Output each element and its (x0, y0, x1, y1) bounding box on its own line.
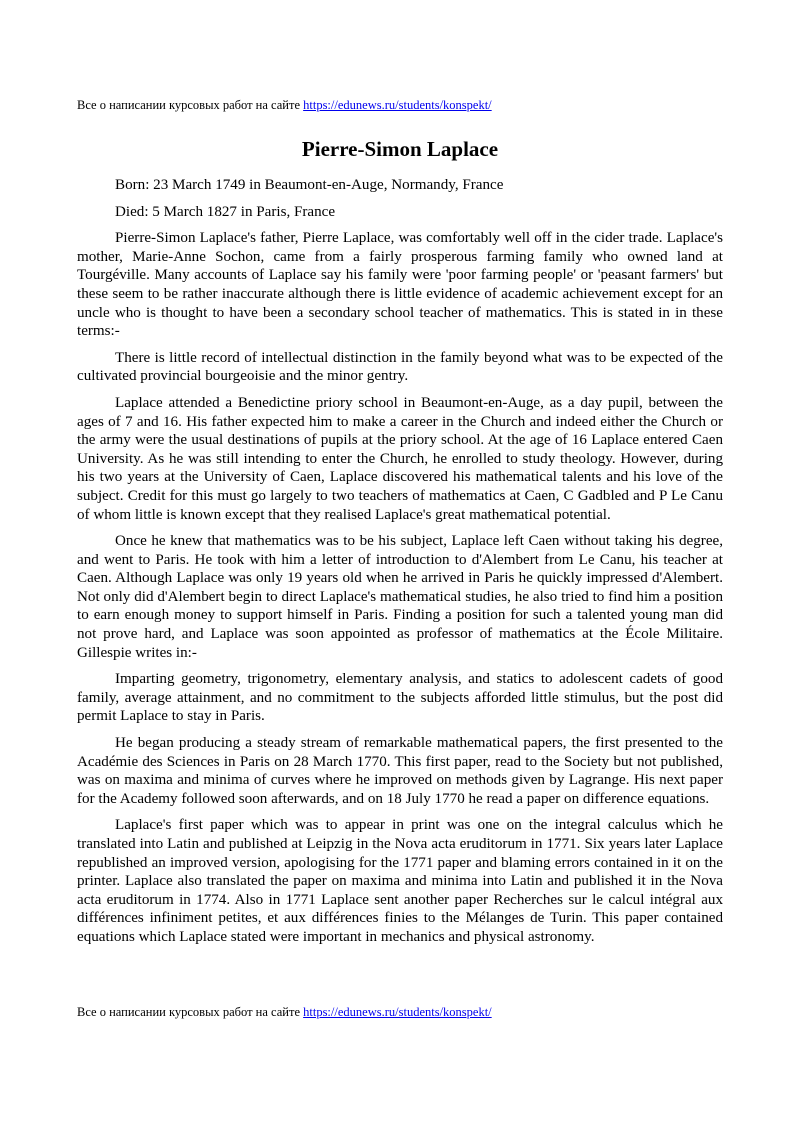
footer-prefix: Все о написании курсовых работ на сайте (77, 1005, 304, 1019)
document-title: Pierre-Simon Laplace (301, 137, 499, 161)
header-prefix: Все о написании курсовых работ на сайте (77, 98, 304, 112)
paragraph: Once he knew that mathematics was to be his subject, Laplace left Caen without taking his degree, and went to Paris. He took with him a letter of introduction to d'Alembert from Le Canu, his teacher at Caen. Although Laplace was only 19 years old when he arrived in Paris he quickly impressed d'Alembert. Not only did d'Alembert begin to direct Laplace's mathematical studies, he also tried to find him a position to earn enough money to support himself in Paris. Finding a position for such a talented young man did not prove hard, and Laplace was soon appointed as professor of mathematics at the École Militaire. Gillespie writes in:- (77, 533, 723, 661)
paragraph: Imparting geometry, trigonometry, elementary analysis, and statics to adolescent cadets of good family, average attainment, and no commitment to the subjects afforded little stimulus, but the post did permit Laplace to stay in Paris. (77, 671, 723, 725)
died-line: Died: 5 March 1827 in Paris, France (115, 203, 336, 220)
born-line: Born: 23 March 1749 in Beaumont-en-Auge, Normandy, France (115, 177, 504, 193)
paragraph: There is little record of intellectual distinction in the family beyond what was to be expected of the cultivated provincial bourgeoisie and the minor gentry. (77, 349, 723, 385)
header-link[interactable]: https://edunews.ru/students/konspekt/ (303, 98, 492, 112)
paragraph: Laplace attended a Benedictine priory school in Beaumont-en-Auge, as a day pupil, between the ages of 7 and 16. His father expected him to make a career in the Church and indeed either the Church or the army were the usual destinations of pupils at the priory school. At the age of 16 Laplace entered Caen University. As he was still intending to enter the Church, he enrolled to study theology. However, during his two years at the University of Caen, Laplace discovered his mathematical talents and his love of the subject. Credit for this must go largely to two teachers of mathematics at Caen, C Gadbled and P Le Canu of whom little is known except that they realised Laplace's great mathematical potential. (77, 394, 723, 523)
paragraph: He began producing a steady stream of remarkable mathematical papers, the first presented to the Académie des Sciences in Paris on 28 March 1770. This first paper, read to the Society but not published, was on maxima and minima of curves where he improved on methods given by Lagrange. His next paper for the Academy followed soon afterwards, and on 18 July 1770 he read a paper on difference equations. (77, 735, 723, 807)
paragraph: Pierre-Simon Laplace's father, Pierre Laplace, was comfortably well off in the cider trade. Laplace's mother, Marie-Anne Sochon, came from a fairly prosperous farming family who owned land at Tourgéville. Many accounts of Laplace say his family were 'poor farming people' or 'peasant farmers' but these seem to be rather inaccurate although there is little evidence of academic achievement except for an uncle who is thought to have been a secondary school teacher of mathematics. This is stated in in these terms:- (77, 230, 723, 340)
document-body (77, 136, 723, 955)
footer-link[interactable]: https://edunews.ru/students/konspekt/ (303, 1005, 492, 1019)
page-header (77, 97, 492, 113)
paragraph: Laplace's first paper which was to appear in print was one on the integral calculus which he translated into Latin and published at Leipzig in the Nova acta eruditorum in 1771. Six years later Laplace republished an improved version, apologising for the 1771 paper and blaming errors contained in it on the printer. Laplace also translated the paper on maxima and minima into Latin and published it in the Nova acta eruditorum in 1774. Also in 1771 Laplace sent another paper Recherches sur le calcul intégral aux différences infiniment petites, et aux différences finies to the Mélanges de Turin. This paper contained equations which Laplace stated were important in mechanics and physical astronomy. (77, 817, 723, 945)
page-footer (77, 1004, 492, 1020)
